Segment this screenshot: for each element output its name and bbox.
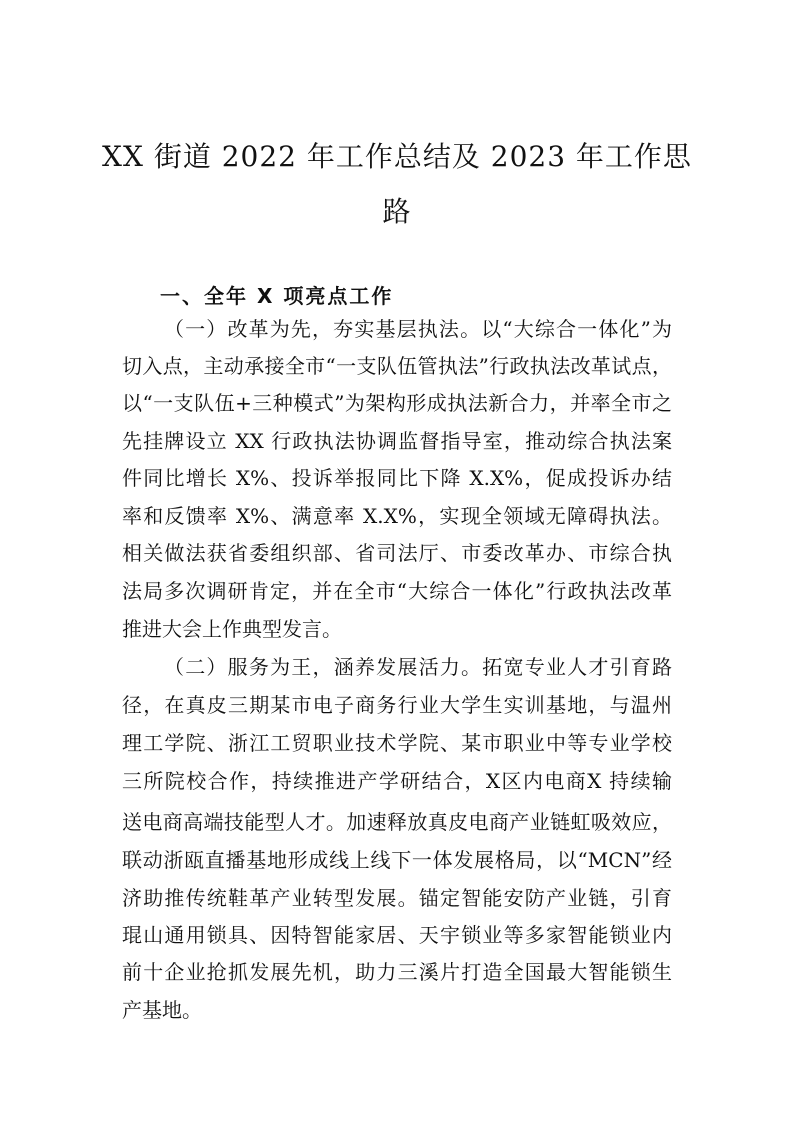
paragraph-line: 件同比增长 X%、投诉举报同比下降 X.X%，促成投诉办结 [122,466,672,490]
paragraph-line: 径，在真皮三期某市电子商务行业大学生实训基地，与温州 [122,693,672,717]
paragraph-line: 先挂牌设立 XX 行政执法协调监督指导室，推动综合执法案 [122,429,672,453]
paragraph-line: （一）改革为先，夯实基层执法。以“大综合一体化”为 [164,317,672,341]
document-title-line-2: 路 [382,195,412,228]
paragraph-line: 理工学院、浙江工贸职业技术学院、某市职业中等专业学校 [122,731,672,755]
paragraph-line: 联动浙瓯直播基地形成线上线下一体发展格局，以“MCN”经 [122,848,672,872]
paragraph-line: 济助推传统鞋革产业转型发展。锚定智能安防产业链，引育 [122,886,672,910]
paragraph-line: 以“一支队伍+三种模式”为架构形成执法新合力，并率全市之 [122,391,672,415]
section-heading: 一、全年 X 项亮点工作 [160,284,394,308]
paragraph-line: 三所院校合作，持续推进产学研结合，X区内电商X 持续输 [122,769,672,793]
paragraph-line: （二）服务为王，涵养发展活力。拓宽专业人才引育路 [164,655,672,679]
paragraph-line: 相关做法获省委组织部、省司法厅、市委改革办、市综合执 [122,541,672,565]
paragraph-line: 送电商高端技能型人才。加速释放真皮电商产业链虹吸效应， [122,810,672,834]
paragraph-line: 琨山通用锁具、因特智能家居、天宇锁业等多家智能锁业内 [122,923,672,947]
paragraph-line: 产基地。 [122,998,202,1022]
paragraph-line: 法局多次调研肯定，并在全市“大综合一体化”行政执法改革 [122,579,672,603]
document-title-line-1: XX 街道 2022 年工作总结及 2023 年工作思 [102,140,692,173]
paragraph-line: 切入点，主动承接全市“一支队伍管执法”行政执法改革试点， [122,354,672,378]
paragraph-line: 推进大会上作典型发言。 [122,617,342,641]
paragraph-line: 率和反馈率 X%、满意率 X.X%，实现全领域无障碍执法。 [122,504,672,528]
paragraph-line: 前十企业抢抓发展先机，助力三溪片打造全国最大智能锁生 [122,960,672,984]
